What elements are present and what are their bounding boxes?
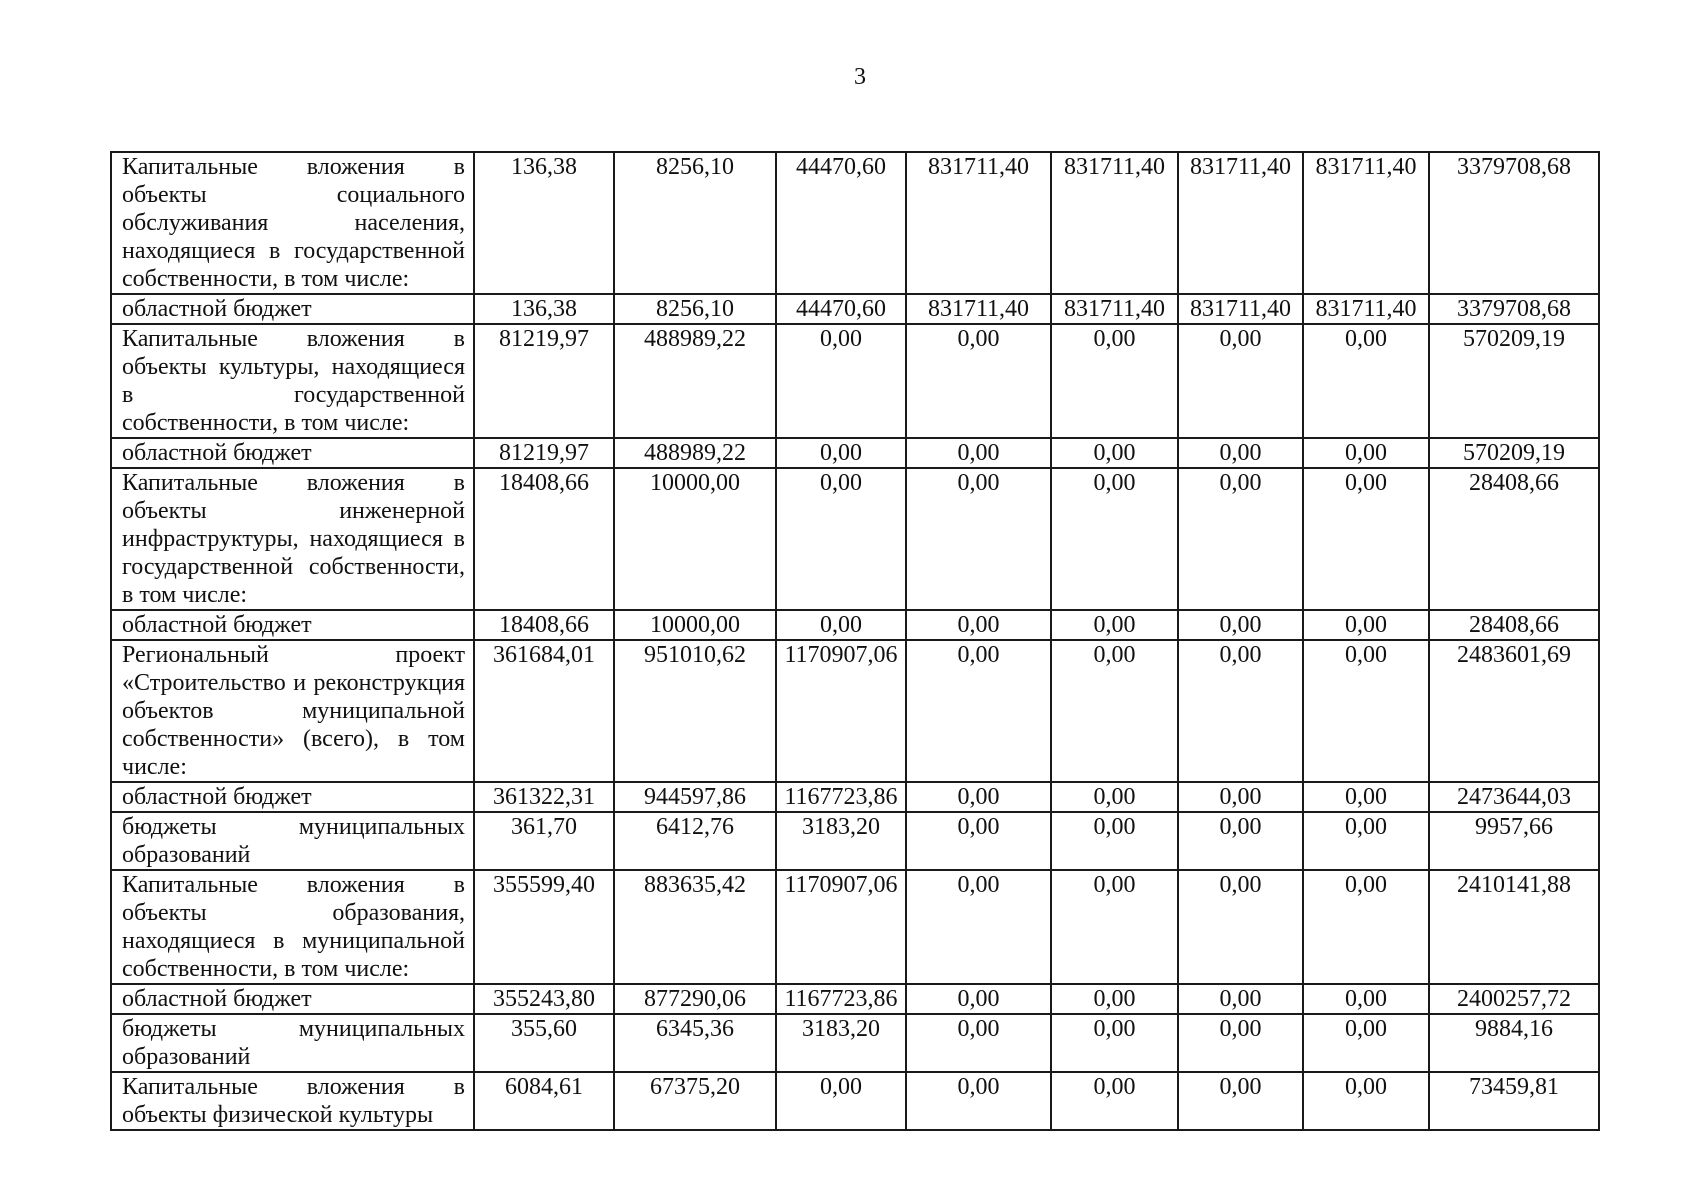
value-cell: 951010,62: [614, 640, 776, 782]
value-cell: 10000,00: [614, 468, 776, 610]
table-row: [111, 812, 1599, 870]
value-cell: 831711,40: [1303, 294, 1429, 324]
value-cell: 0,00: [1178, 640, 1303, 782]
row-label: Капитальные вложения в объекты физической культуры: [111, 1072, 474, 1130]
value-cell: 0,00: [776, 610, 906, 640]
row-label: бюджеты муниципальных образований: [111, 812, 474, 870]
value-cell: 0,00: [1303, 438, 1429, 468]
table-row: [111, 152, 1599, 294]
value-cell: 488989,22: [614, 324, 776, 438]
table-row: [111, 468, 1599, 610]
value-cell: 0,00: [1178, 870, 1303, 984]
value-cell: 10000,00: [614, 610, 776, 640]
row-label: Региональный проект «Строительство и реконструкция объектов муниципальной собственности» (всего), в том числе:: [111, 640, 474, 782]
value-cell: 0,00: [906, 640, 1051, 782]
value-cell: 0,00: [776, 468, 906, 610]
table-row: [111, 1014, 1599, 1072]
value-cell: 0,00: [1303, 468, 1429, 610]
value-cell: 0,00: [906, 468, 1051, 610]
table-row: [111, 324, 1599, 438]
value-cell: 0,00: [1051, 870, 1178, 984]
table-row: [111, 610, 1599, 640]
row-total-cell: 3379708,68: [1429, 152, 1599, 294]
value-cell: 0,00: [906, 984, 1051, 1014]
value-cell: 6412,76: [614, 812, 776, 870]
value-cell: 0,00: [1051, 1014, 1178, 1072]
table-row: [111, 640, 1599, 782]
value-cell: 831711,40: [1051, 152, 1178, 294]
table-row: [111, 438, 1599, 468]
value-cell: 1167723,86: [776, 984, 906, 1014]
value-cell: 877290,06: [614, 984, 776, 1014]
value-cell: 0,00: [1303, 1072, 1429, 1130]
table-row: [111, 984, 1599, 1014]
value-cell: 0,00: [1051, 984, 1178, 1014]
value-cell: 18408,66: [474, 468, 614, 610]
value-cell: 831711,40: [1178, 152, 1303, 294]
value-cell: 355599,40: [474, 870, 614, 984]
value-cell: 831711,40: [906, 152, 1051, 294]
value-cell: 944597,86: [614, 782, 776, 812]
value-cell: 0,00: [906, 324, 1051, 438]
value-cell: 0,00: [1051, 468, 1178, 610]
value-cell: 0,00: [1178, 468, 1303, 610]
table-row: [111, 1072, 1599, 1130]
value-cell: 0,00: [776, 438, 906, 468]
value-cell: 0,00: [1178, 782, 1303, 812]
value-cell: 0,00: [776, 324, 906, 438]
value-cell: 0,00: [1303, 610, 1429, 640]
row-label: Капитальные вложения в объекты инженерной инфраструктуры, находящиеся в государственной собственности, в том числе:: [111, 468, 474, 610]
row-total-cell: 570209,19: [1429, 438, 1599, 468]
row-total-cell: 9957,66: [1429, 812, 1599, 870]
value-cell: 0,00: [1051, 1072, 1178, 1130]
value-cell: 0,00: [776, 1072, 906, 1130]
row-total-cell: 2400257,72: [1429, 984, 1599, 1014]
row-total-cell: 3379708,68: [1429, 294, 1599, 324]
value-cell: 0,00: [1051, 782, 1178, 812]
row-label: областной бюджет: [111, 610, 474, 640]
value-cell: 361,70: [474, 812, 614, 870]
value-cell: 831711,40: [1178, 294, 1303, 324]
row-label: областной бюджет: [111, 438, 474, 468]
value-cell: 0,00: [1303, 984, 1429, 1014]
table-body: [111, 152, 1599, 1130]
value-cell: 0,00: [1051, 438, 1178, 468]
row-total-cell: 2483601,69: [1429, 640, 1599, 782]
page-number: 3: [854, 64, 866, 90]
value-cell: 0,00: [906, 782, 1051, 812]
row-label: областной бюджет: [111, 984, 474, 1014]
value-cell: 831711,40: [1051, 294, 1178, 324]
value-cell: 0,00: [1303, 1014, 1429, 1072]
value-cell: 0,00: [1178, 984, 1303, 1014]
value-cell: 0,00: [906, 870, 1051, 984]
value-cell: 18408,66: [474, 610, 614, 640]
value-cell: 136,38: [474, 294, 614, 324]
value-cell: 0,00: [906, 610, 1051, 640]
value-cell: 0,00: [1178, 1014, 1303, 1072]
value-cell: 0,00: [1303, 812, 1429, 870]
value-cell: 361684,01: [474, 640, 614, 782]
value-cell: 831711,40: [1303, 152, 1429, 294]
value-cell: 0,00: [1303, 324, 1429, 438]
value-cell: 0,00: [1303, 782, 1429, 812]
value-cell: 0,00: [1178, 438, 1303, 468]
table-row: [111, 870, 1599, 984]
row-total-cell: 570209,19: [1429, 324, 1599, 438]
row-label: Капитальные вложения в объекты образования, находящиеся в муниципальной собственности, в том числе:: [111, 870, 474, 984]
value-cell: 8256,10: [614, 152, 776, 294]
value-cell: 67375,20: [614, 1072, 776, 1130]
value-cell: 361322,31: [474, 782, 614, 812]
value-cell: 3183,20: [776, 812, 906, 870]
value-cell: 0,00: [1178, 610, 1303, 640]
row-total-cell: 73459,81: [1429, 1072, 1599, 1130]
value-cell: 883635,42: [614, 870, 776, 984]
value-cell: 0,00: [1051, 324, 1178, 438]
value-cell: 488989,22: [614, 438, 776, 468]
row-label: Капитальные вложения в объекты социального обслуживания населения, находящиеся в государственной собственности, в том числе:: [111, 152, 474, 294]
value-cell: 0,00: [906, 812, 1051, 870]
value-cell: 831711,40: [906, 294, 1051, 324]
value-cell: 1170907,06: [776, 640, 906, 782]
value-cell: 0,00: [1303, 640, 1429, 782]
row-total-cell: 2410141,88: [1429, 870, 1599, 984]
row-total-cell: 28408,66: [1429, 610, 1599, 640]
row-total-cell: 2473644,03: [1429, 782, 1599, 812]
row-total-cell: 9884,16: [1429, 1014, 1599, 1072]
value-cell: 1170907,06: [776, 870, 906, 984]
value-cell: 3183,20: [776, 1014, 906, 1072]
value-cell: 0,00: [1178, 1072, 1303, 1130]
value-cell: 8256,10: [614, 294, 776, 324]
value-cell: 0,00: [1051, 610, 1178, 640]
row-label: областной бюджет: [111, 782, 474, 812]
value-cell: 355,60: [474, 1014, 614, 1072]
value-cell: 0,00: [1178, 324, 1303, 438]
table-row: [111, 782, 1599, 812]
row-label: бюджеты муниципальных образований: [111, 1014, 474, 1072]
value-cell: 44470,60: [776, 152, 906, 294]
value-cell: 0,00: [1178, 812, 1303, 870]
value-cell: 136,38: [474, 152, 614, 294]
value-cell: 0,00: [1051, 812, 1178, 870]
value-cell: 0,00: [1303, 870, 1429, 984]
value-cell: 6345,36: [614, 1014, 776, 1072]
value-cell: 0,00: [906, 438, 1051, 468]
value-cell: 44470,60: [776, 294, 906, 324]
value-cell: 81219,97: [474, 324, 614, 438]
value-cell: 0,00: [906, 1014, 1051, 1072]
budget-table: [110, 151, 1600, 1131]
row-label: областной бюджет: [111, 294, 474, 324]
row-total-cell: 28408,66: [1429, 468, 1599, 610]
value-cell: 355243,80: [474, 984, 614, 1014]
value-cell: 81219,97: [474, 438, 614, 468]
value-cell: 1167723,86: [776, 782, 906, 812]
value-cell: 0,00: [1051, 640, 1178, 782]
value-cell: 6084,61: [474, 1072, 614, 1130]
value-cell: 0,00: [906, 1072, 1051, 1130]
row-label: Капитальные вложения в объекты культуры, находящиеся в государственной собственности, в том числе:: [111, 324, 474, 438]
table-row: [111, 294, 1599, 324]
